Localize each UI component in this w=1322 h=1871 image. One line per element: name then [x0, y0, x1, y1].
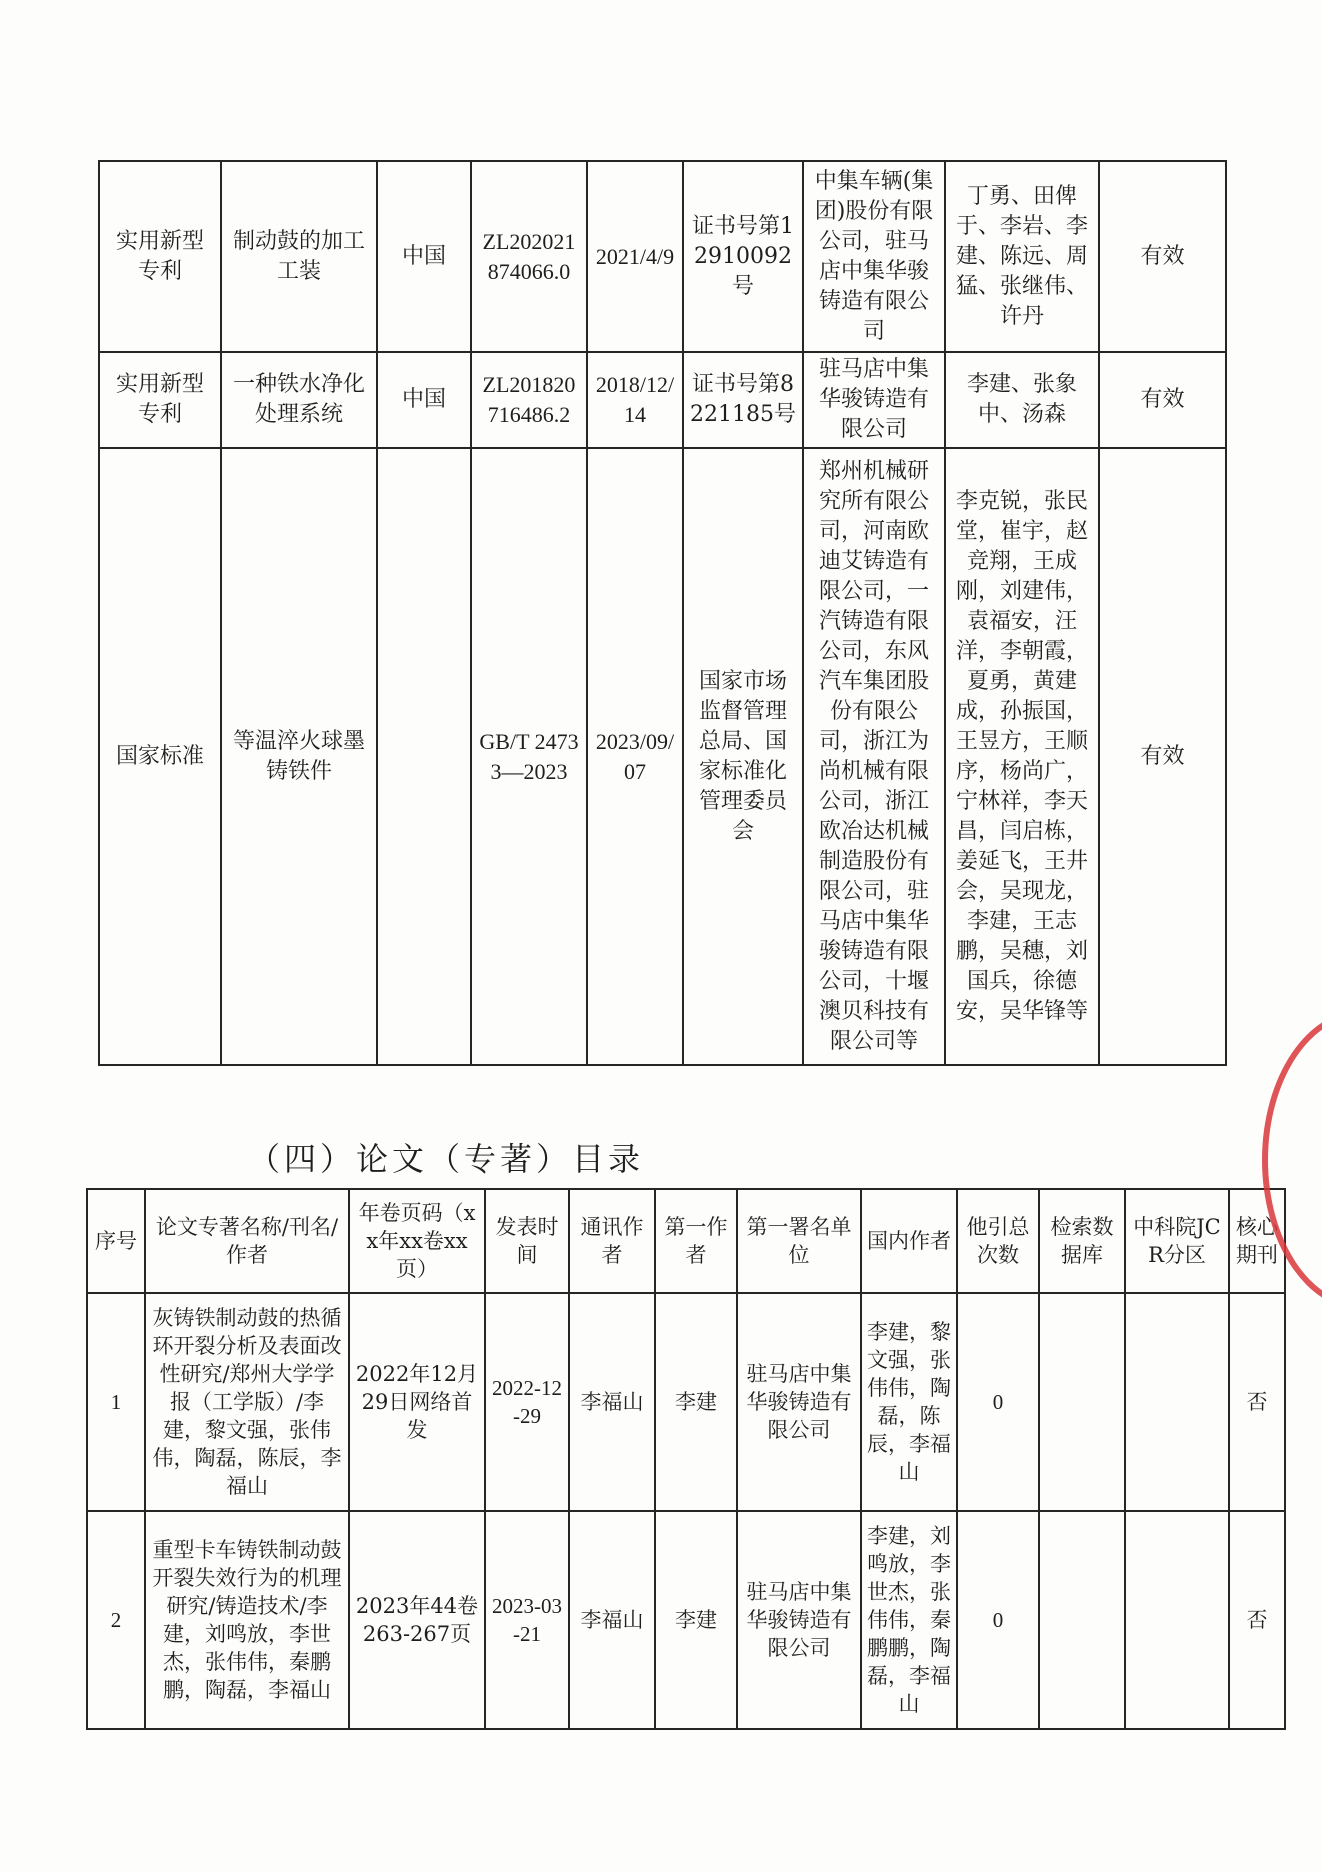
- ip-date: 2021/4/9: [587, 161, 683, 352]
- paper-pub-time: 2022-12-29: [485, 1293, 569, 1511]
- paper-first-unit: 驻马店中集华骏铸造有限公司: [737, 1511, 861, 1729]
- header-pub-time: 发表时间: [485, 1189, 569, 1293]
- paper-first-author: 李建: [655, 1293, 737, 1511]
- paper-title: 灰铸铁制动鼓的热循环开裂分析及表面改性研究/郑州大学学报（工学版）/李建，黎文强，张伟伟，陶磊，陈辰，李福山: [145, 1293, 349, 1511]
- paper-seq: 1: [87, 1293, 145, 1511]
- paper-row: [87, 1293, 1285, 1511]
- ip-cert: 证书号第8221185号: [683, 352, 803, 448]
- ip-row: [99, 161, 1226, 352]
- paper-title: 重型卡车铸铁制动鼓开裂失效行为的机理研究/铸造技术/李建，刘鸣放，李世杰，张伟伟，秦鹏鹏，陶磊，李福山: [145, 1511, 349, 1729]
- ip-type: 实用新型专利: [99, 161, 221, 352]
- ip-row: [99, 448, 1226, 1065]
- header-jcr: 中科院JCR分区: [1125, 1189, 1229, 1293]
- ip-type: 国家标准: [99, 448, 221, 1065]
- ip-country: [377, 448, 471, 1065]
- ip-owner: 郑州机械研究所有限公司，河南欧迪艾铸造有限公司，一汽铸造有限公司，东风汽车集团股份有限公司，浙江为尚机械有限公司，浙江欧冶达机械制造股份有限公司，驻马店中集华骏铸造有限公司，十堰澳贝科技有限公司等: [803, 448, 945, 1065]
- paper-jcr: [1125, 1293, 1229, 1511]
- ip-status: 有效: [1099, 352, 1226, 448]
- paper-database: [1039, 1293, 1125, 1511]
- header-volume: 年卷页码（xx年xx卷xx页）: [349, 1189, 485, 1293]
- paper-row: [87, 1511, 1285, 1729]
- ip-status: 有效: [1099, 161, 1226, 352]
- header-title: 论文专著名称/刊名/作者: [145, 1189, 349, 1293]
- ip-name: 等温淬火球墨铸铁件: [221, 448, 377, 1065]
- ip-cert: 证书号第12910092号: [683, 161, 803, 352]
- ip-inventors: 李建、张象中、汤森: [945, 352, 1099, 448]
- ip-table: [98, 160, 1227, 1066]
- paper-seq: 2: [87, 1511, 145, 1729]
- ip-owner: 中集车辆(集团)股份有限公司，驻马店中集华骏铸造有限公司: [803, 161, 945, 352]
- header-first-author: 第一作者: [655, 1189, 737, 1293]
- seal-stamp: [1252, 1010, 1322, 1310]
- paper-citations: 0: [957, 1293, 1039, 1511]
- paper-pub-time: 2023-03-21: [485, 1511, 569, 1729]
- paper-citations: 0: [957, 1511, 1039, 1729]
- paper-first-unit: 驻马店中集华骏铸造有限公司: [737, 1293, 861, 1511]
- header-seq: 序号: [87, 1189, 145, 1293]
- header-core: 核心期刊: [1229, 1189, 1285, 1293]
- header-database: 检索数据库: [1039, 1189, 1125, 1293]
- ip-number: ZL201820716486.2: [471, 352, 587, 448]
- ip-date: 2023/09/07: [587, 448, 683, 1065]
- paper-corresp: 李福山: [569, 1293, 655, 1511]
- header-domestic: 国内作者: [861, 1189, 957, 1293]
- seal-ring: [1262, 1010, 1322, 1310]
- ip-country: 中国: [377, 352, 471, 448]
- paper-domestic: 李建，刘鸣放，李世杰，张伟伟，秦鹏鹏，陶磊，李福山: [861, 1511, 957, 1729]
- papers-header-row: [87, 1189, 1285, 1293]
- paper-database: [1039, 1511, 1125, 1729]
- paper-volume: 2023年44卷263-267页: [349, 1511, 485, 1729]
- paper-first-author: 李建: [655, 1511, 737, 1729]
- header-first-unit: 第一署名单位: [737, 1189, 861, 1293]
- ip-status: 有效: [1099, 448, 1226, 1065]
- ip-owner: 驻马店中集华骏铸造有限公司: [803, 352, 945, 448]
- header-citations: 他引总次数: [957, 1189, 1039, 1293]
- ip-number: ZL202021874066.0: [471, 161, 587, 352]
- paper-jcr: [1125, 1511, 1229, 1729]
- paper-volume: 2022年12月29日网络首发: [349, 1293, 485, 1511]
- ip-name: 一种铁水净化处理系统: [221, 352, 377, 448]
- paper-domestic: 李建，黎文强，张伟伟，陶磊，陈辰，李福山: [861, 1293, 957, 1511]
- paper-core: 否: [1229, 1511, 1285, 1729]
- ip-row: [99, 352, 1226, 448]
- ip-inventors: 丁勇、田俾于、李岩、李建、陈远、周猛、张继伟、许丹: [945, 161, 1099, 352]
- papers-table: [86, 1188, 1286, 1730]
- paper-corresp: 李福山: [569, 1511, 655, 1729]
- ip-number: GB/T 24733—2023: [471, 448, 587, 1065]
- ip-name: 制动鼓的加工工装: [221, 161, 377, 352]
- paper-core: 否: [1229, 1293, 1285, 1511]
- ip-country: 中国: [377, 161, 471, 352]
- ip-inventors: 李克锐，张民堂，崔宇，赵竞翔，王成刚，刘建伟，袁福安，汪洋，李朝霞，夏勇，黄建成，孙振国，王昱方，王顺序，杨尚广，宁林祥，李天昌，闫启栋，姜延飞，王井会，吴现龙，李建，王志鹏，吴穗，刘国兵，徐德安，吴华锋等: [945, 448, 1099, 1065]
- section-heading: （四）论文（专著）目录: [248, 1140, 645, 1178]
- header-corresp: 通讯作者: [569, 1189, 655, 1293]
- ip-type: 实用新型专利: [99, 352, 221, 448]
- ip-cert: 国家市场监督管理总局、国家标准化管理委员会: [683, 448, 803, 1065]
- ip-date: 2018/12/14: [587, 352, 683, 448]
